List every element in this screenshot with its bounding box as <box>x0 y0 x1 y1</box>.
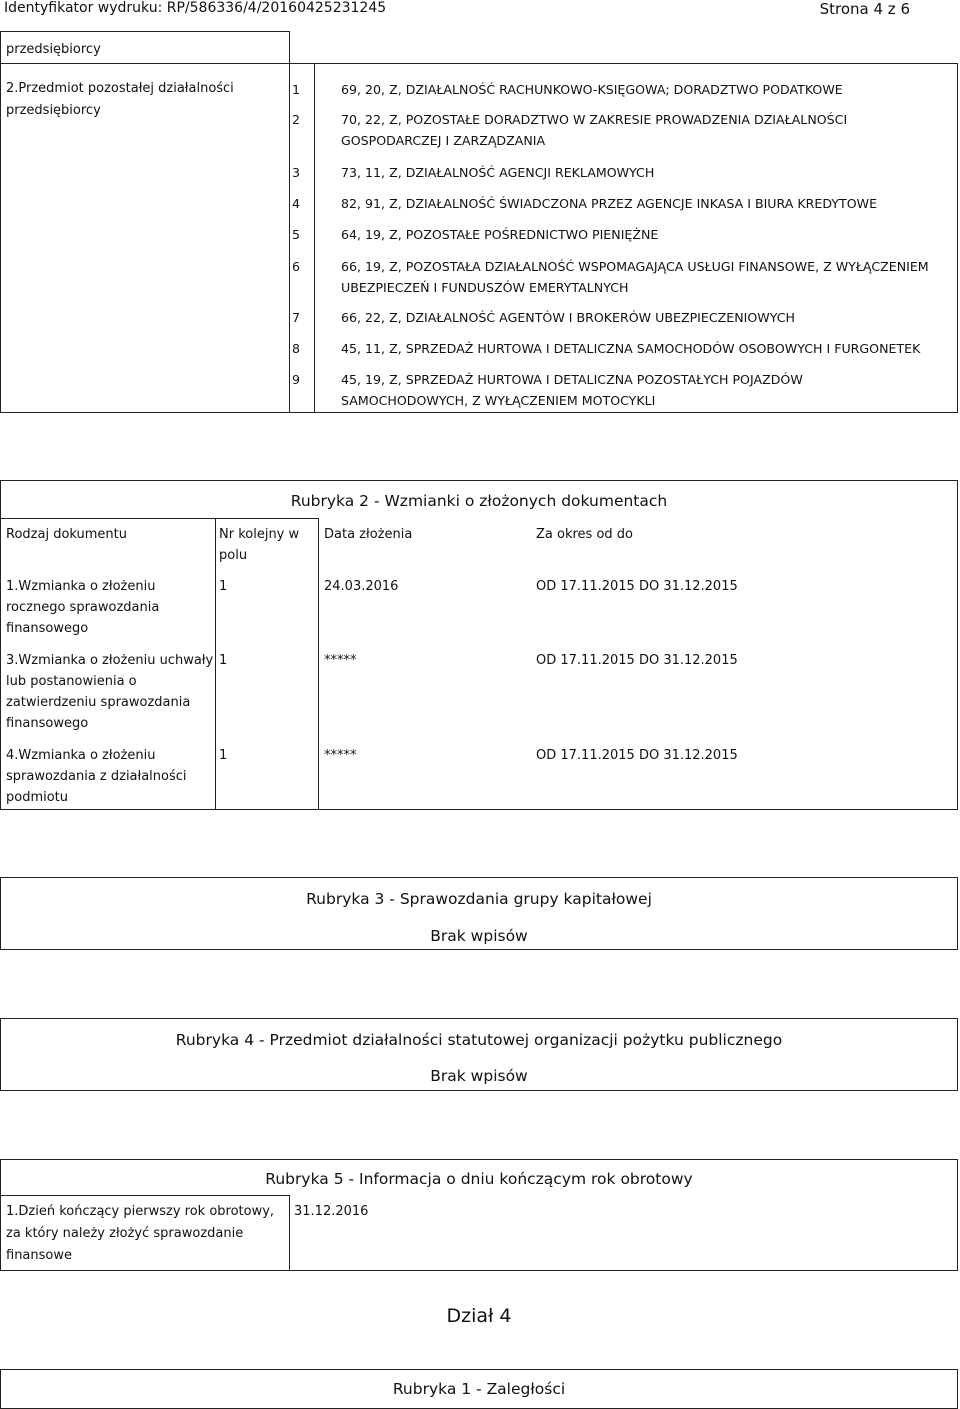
rubryka3-title: Rubryka 3 - Sprawozdania grupy kapitałowej <box>306 890 652 908</box>
activity-row-number: 3 <box>292 165 301 180</box>
activity-row-text: 66, 22, Z, DZIAŁALNOŚĆ AGENTÓW I BROKERÓW UBEZPIECZENIOWYCH <box>341 310 795 325</box>
rubryka5-label-line1: 1.Dzień kończący pierwszy rok obrotowy, <box>6 1204 275 1219</box>
rubryka4-title: Rubryka 4 - Przedmiot działalności statutowej organizacji pożytku publicznego <box>175 1031 783 1049</box>
activity-label-cell <box>0 63 290 413</box>
document-type-line: zatwierdzeniu sprawozdania <box>6 695 191 710</box>
dzial4-rubryka1-title: Rubryka 1 - Zaległości <box>392 1380 566 1398</box>
document-type-line: finansowego <box>6 621 89 636</box>
rubryka5-label-line3: finansowe <box>6 1248 72 1263</box>
dzial4-title: Dział 4 <box>446 1305 512 1327</box>
col-header-data: Data złożenia <box>324 527 413 542</box>
activity-label-line1: 2.Przedmiot pozostałej działalności <box>6 81 234 96</box>
activity-row-text: 69, 20, Z, DZIAŁALNOŚĆ RACHUNKOWO-KSIĘGOWA; DORADZTWO PODATKOWE <box>341 82 843 97</box>
document-nr: 1 <box>219 579 228 594</box>
document-type-line: podmiotu <box>6 790 69 805</box>
rubryka5-label-line2: za który należy złożyć sprawozdanie <box>6 1226 244 1241</box>
top-label-cell <box>0 31 290 64</box>
document-period: OD 17.11.2015 DO 31.12.2015 <box>536 748 738 763</box>
rubryka5-title: Rubryka 5 - Informacja o dniu kończącym rok obrotowy <box>265 1170 693 1188</box>
document-period: OD 17.11.2015 DO 31.12.2015 <box>536 579 738 594</box>
activity-row-number: 7 <box>292 310 301 325</box>
activity-row-number: 6 <box>292 259 301 274</box>
activity-row-text: 73, 11, Z, DZIAŁALNOŚĆ AGENCJI REKLAMOWYCH <box>341 165 655 180</box>
document-type-line: rocznego sprawozdania <box>6 600 160 615</box>
activity-row-number: 8 <box>292 341 301 356</box>
activity-row-number: 9 <box>292 372 301 387</box>
activity-row-number: 2 <box>292 112 301 127</box>
activity-label-line2: przedsiębiorcy <box>6 103 101 118</box>
document-period: OD 17.11.2015 DO 31.12.2015 <box>536 653 738 668</box>
rubryka4-value: Brak wpisów <box>430 1067 528 1085</box>
activity-row-text: 66, 19, Z, POZOSTAŁA DZIAŁALNOŚĆ WSPOMAGAJĄCA USŁUGI FINANSOWE, Z WYŁĄCZENIEM <box>341 259 929 274</box>
rubryka2-title: Rubryka 2 - Wzmianki o złożonych dokumentach <box>290 492 668 510</box>
document-type-line: sprawozdania z działalności <box>6 769 187 784</box>
activity-row-number: 5 <box>292 227 301 242</box>
activity-row-text-continued: GOSPODARCZEJ I ZARZĄDZANIA <box>341 133 546 148</box>
document-nr: 1 <box>219 748 228 763</box>
document-type-line: 4.Wzmianka o złożeniu <box>6 748 156 763</box>
activity-row-text: 45, 19, Z, SPRZEDAŻ HURTOWA I DETALICZNA POZOSTAŁYCH POJAZDÓW <box>341 372 803 387</box>
document-date: ***** <box>324 653 357 668</box>
document-type-line: 3.Wzmianka o złożeniu uchwały <box>6 653 214 668</box>
rubryka5-value: 31.12.2016 <box>294 1204 369 1219</box>
document-type-line: finansowego <box>6 716 89 731</box>
page-number: Strona 4 z 6 <box>819 0 910 18</box>
activity-row-number: 4 <box>292 196 301 211</box>
col-header-okres: Za okres od do <box>536 527 633 542</box>
activity-row-text: 45, 11, Z, SPRZEDAŻ HURTOWA I DETALICZNA SAMOCHODÓW OSOBOWYCH I FURGONETEK <box>341 341 921 356</box>
top-label: przedsiębiorcy <box>6 42 101 57</box>
activity-row-text-continued: SAMOCHODOWYCH, Z WYŁĄCZENIEM MOTOCYKLI <box>341 393 656 408</box>
print-identifier: Identyfikator wydruku: RP/586336/4/20160425231245 <box>4 0 387 16</box>
col-header-nr-line2: polu <box>219 548 248 563</box>
col-header-rodzaj: Rodzaj dokumentu <box>6 527 127 542</box>
document-nr: 1 <box>219 653 228 668</box>
activity-row-number: 1 <box>292 82 301 97</box>
activity-row-text-continued: UBEZPIECZEŃ I FUNDUSZÓW EMERYTALNYCH <box>341 280 629 295</box>
activity-row-text: 82, 91, Z, DZIAŁALNOŚĆ ŚWIADCZONA PRZEZ AGENCJE INKASA I BIURA KREDYTOWE <box>341 196 878 211</box>
col-header-nr-line1: Nr kolejny w <box>219 527 300 542</box>
activity-row-text: 70, 22, Z, POZOSTAŁE DORADZTWO W ZAKRESIE PROWADZENIA DZIAŁALNOŚCI <box>341 112 848 127</box>
document-date: 24.03.2016 <box>324 579 399 594</box>
rubryka3-value: Brak wpisów <box>430 927 528 945</box>
activity-row-text: 64, 19, Z, POZOSTAŁE POŚREDNICTWO PIENIĘŻNE <box>341 227 659 242</box>
document-type-line: lub postanowienia o <box>6 674 137 689</box>
document-date: ***** <box>324 748 357 763</box>
document-type-line: 1.Wzmianka o złożeniu <box>6 579 156 594</box>
